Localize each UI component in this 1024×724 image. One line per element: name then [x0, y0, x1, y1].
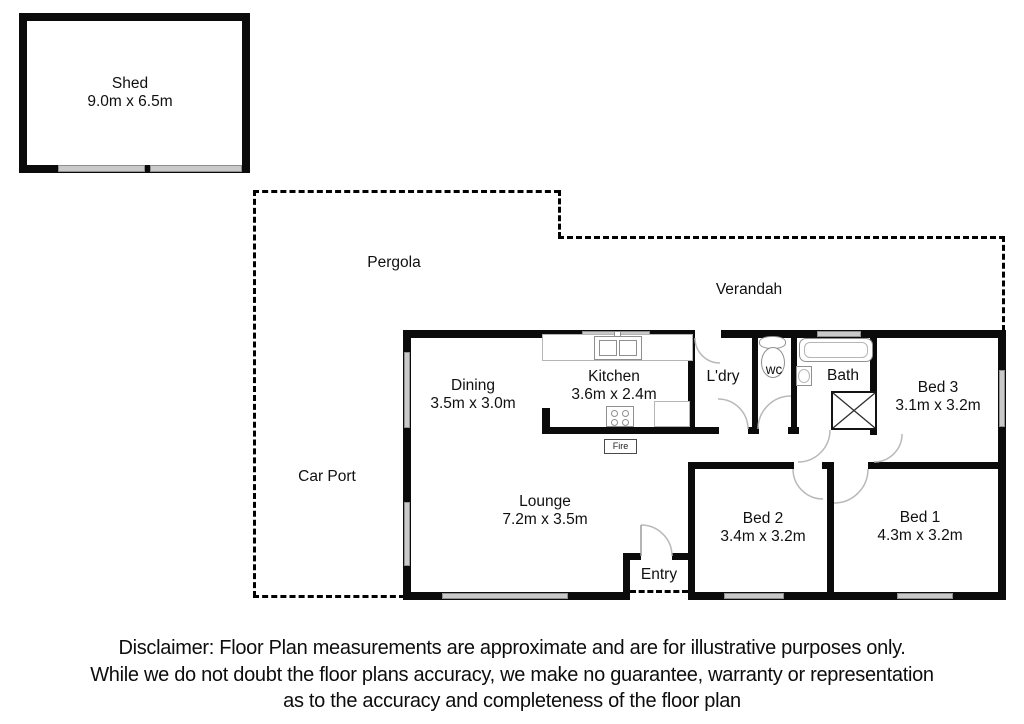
- lounge-window: [442, 593, 568, 599]
- disclaimer: [0, 635, 1024, 715]
- bed1-label: [877, 509, 962, 545]
- pergola-outline-step: [558, 190, 561, 238]
- burner-icon: [611, 419, 618, 426]
- lounge-side-window: [404, 502, 410, 566]
- carport-outline-left: [253, 190, 256, 597]
- disclaimer-line-1: Disclaimer: Floor Plan measurements are approximate and are for illustrative purposes only.: [118, 637, 906, 659]
- wc-door-arc: [758, 396, 791, 429]
- laundry-label: [706, 368, 739, 386]
- bed3-dims: 3.1m x 3.2m: [895, 397, 981, 414]
- sink-basin-icon: [599, 340, 617, 356]
- bath-label: [827, 367, 859, 385]
- laundry-door-opening: [695, 330, 721, 338]
- shower-icon: [831, 391, 877, 430]
- entry-label: [641, 566, 677, 584]
- fireplace-icon: [604, 439, 637, 454]
- entry-name: Entry: [640, 566, 678, 583]
- bed1-window: [897, 593, 953, 599]
- shed-label: [87, 75, 172, 111]
- hall-wall: [693, 427, 719, 434]
- entry-wall-top: [672, 553, 695, 560]
- wc-name: wc: [765, 362, 783, 377]
- verandah-label: [716, 281, 782, 299]
- bed3-window: [999, 370, 1005, 427]
- lounge-dims: 7.2m x 3.5m: [502, 511, 588, 528]
- bed2-dims: 3.4m x 3.2m: [720, 528, 806, 545]
- laundry-name: L'dry: [706, 368, 740, 385]
- bed2-wall-left: [688, 462, 695, 600]
- bed1-bed2-wall: [827, 462, 834, 600]
- burner-icon: [622, 419, 629, 426]
- laundry-entry-door-arc: [695, 338, 720, 363]
- dining-name: Dining: [451, 377, 495, 394]
- kitchen-dims: 3.6m x 2.4m: [571, 386, 657, 403]
- burner-icon: [611, 410, 618, 417]
- kitchen-name: Kitchen: [588, 368, 640, 385]
- entry-wall-left: [623, 553, 630, 600]
- shed-name: Shed: [111, 75, 149, 92]
- dining-dims: 3.5m x 3.0m: [430, 395, 516, 412]
- pergola-outline-top: [253, 190, 560, 193]
- verandah-outline-right: [1002, 236, 1005, 331]
- entry-door-arc: [641, 525, 672, 556]
- verandah-outline-top: [558, 236, 1005, 239]
- pergola-label: [367, 254, 420, 272]
- bed3-label: [895, 379, 980, 415]
- kitchen-label: [571, 368, 656, 404]
- shed-dims: 9.0m x 6.5m: [87, 93, 173, 110]
- shed-door-opening: [150, 165, 242, 172]
- verandah-text: Verandah: [715, 281, 783, 298]
- bed1-door-arc: [834, 469, 868, 503]
- dining-window: [404, 352, 410, 428]
- burner-icon: [622, 410, 629, 417]
- pergola-text: Pergola: [367, 254, 421, 271]
- shed-door-opening: [58, 165, 145, 172]
- wc-wall-left: [752, 338, 758, 430]
- bedroom-wall-top: [868, 462, 1006, 469]
- kitchen-wall-bottom: [542, 427, 694, 434]
- sink-basin-icon: [619, 340, 637, 356]
- fireplace-label: Fire: [612, 441, 629, 451]
- wc-label: [766, 361, 783, 379]
- carport-outline-bottom: [253, 595, 405, 598]
- bed3-name: Bed 3: [917, 379, 959, 396]
- lounge-label: [502, 493, 587, 529]
- bath-basin-bowl-icon: [798, 369, 810, 383]
- bed2-label: [720, 510, 805, 546]
- shed-wall-top: [19, 13, 250, 21]
- dining-label: [430, 377, 515, 413]
- bed1-name: Bed 1: [899, 509, 941, 526]
- bath-door-arc: [798, 430, 830, 462]
- bath-name: Bath: [827, 367, 859, 384]
- entry-threshold: [630, 590, 688, 593]
- laundry-hall-door-arc: [718, 399, 748, 429]
- lounge-name: Lounge: [519, 493, 571, 510]
- bed2-door-arc: [793, 469, 823, 499]
- disclaimer-line-3: as to the accuracy and completeness of the floor plan: [283, 690, 741, 712]
- kitchen-bench-icon: [654, 401, 690, 427]
- bathtub-inner-icon: [804, 342, 868, 358]
- entry-wall-top: [623, 553, 641, 560]
- shed-wall-right: [242, 13, 250, 173]
- sink-tap-icon: [614, 331, 621, 337]
- bedroom-wall-top: [688, 462, 794, 469]
- bed3-door-arc: [874, 434, 902, 462]
- bath-window: [817, 331, 861, 337]
- carport-label: [298, 468, 356, 486]
- shed-wall-left: [19, 13, 27, 173]
- cooktop-icon: [606, 406, 634, 427]
- bed2-window: [724, 593, 784, 599]
- carport-text: Car Port: [298, 468, 356, 485]
- disclaimer-line-2: While we do not doubt the floor plans accuracy, we make no guarantee, warranty or representation: [90, 663, 934, 686]
- bed1-dims: 4.3m x 3.2m: [877, 527, 963, 544]
- bed2-name: Bed 2: [742, 510, 784, 527]
